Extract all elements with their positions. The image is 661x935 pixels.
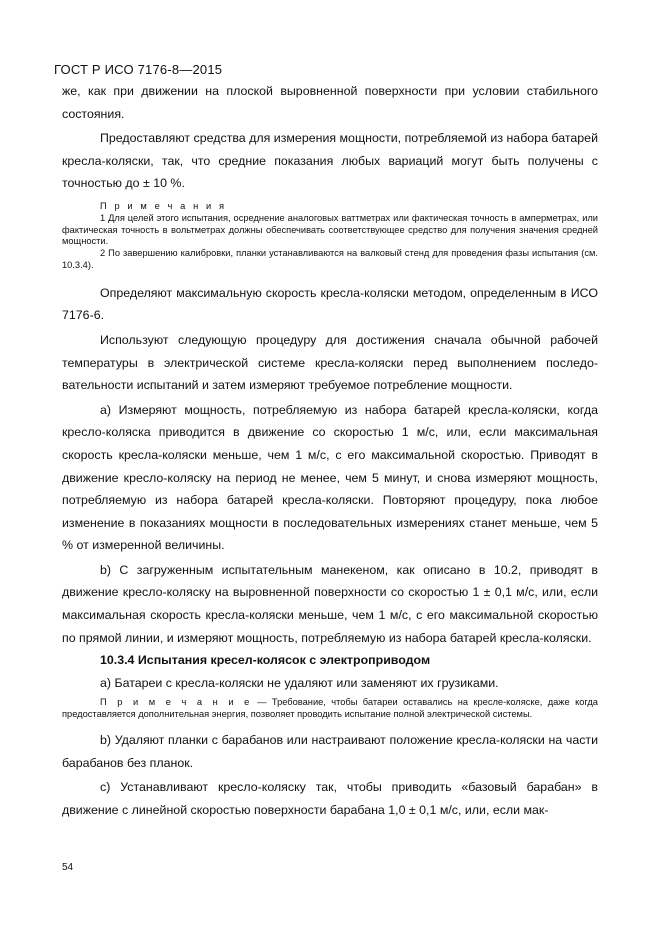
paragraph-power-measurement: Предоставляют средства для измерения мощности, потребляемой из набора батарей кресла-коляски, так, что средние показания любых вариаций могут быть получены с точностью до ± 10 %. <box>62 131 598 191</box>
notes-title: П р и м е ч а н и я <box>100 200 227 211</box>
paragraph-continuation: же, как при движении на плоской выровненной поверхности при условии стабильного состояния. <box>62 84 598 121</box>
list-item-a: а) Измеряют мощность, потребляемую из набора батарей кресла-коляски, когда кресло-коляска приводится в движение со скоростью 1 м/с, или, если максимальная скорость кресла-коляски меньше, чем 1 м/с, с его максимальной скоростью. Приводят в движение кресло-коляску на период не менее, чем 5 минут, и снова измеряют мощность, потребляемую из набора батарей кресла-коляски. Повторяют процедуру, пока любое изменение в показаниях мощности в последовательных измерениях станет меньше, чем 5 % от измеренной величины. <box>62 402 598 553</box>
list-item-c-drum: с) Устанавливают кресло-коляску так, чтобы приводить «базовый барабан» в движение с линейной скоростью поверхности барабана 1,0 ± 0,1 м/с, или, если мак- <box>62 780 598 817</box>
single-note <box>62 697 598 721</box>
list-item-b: b) С загруженным испытательным манекеном, как описано в 10.2, приводят в движение кресло-коляску на выровненной поверхности со скоростью 1 ± 0,1 м/с, или, если максимальная скорость кресла-коляски меньше, чем 1 м/с, с его максимальной скоростью по прямой линии, и измеряют мощность, потребляемую из набора батарей кресла-коляски. <box>62 562 598 645</box>
note-text: — Требование, чтобы батареи оставались на кресле-коляске, даже когда предоставляется дополнительная энергия, позволяет проводить испытание полной электрической системы. <box>62 697 598 720</box>
paragraph-max-speed: Определяют максимальную скорость кресла-коляски методом, определенным в ИСО 7176-6. <box>62 285 598 323</box>
paragraph-procedure: Используют следующую процедуру для достижения сначала обычной рабочей температуры в электрической системе кресла-коляски перед выполнением последовательности испытаний и затем измеряют требуемое потребление мощности. <box>62 332 598 393</box>
section-heading: 10.3.4 Испытания кресел-колясок с электроприводом <box>100 653 431 668</box>
list-item-b-planks: b) Удаляют планки с барабанов или настраивают положение кресла-коляски на части барабанов без планок. <box>62 733 598 770</box>
note-label: П р и м е ч а н и е <box>100 697 252 708</box>
document-header: ГОСТ Р ИСО 7176-8—2015 <box>54 62 223 77</box>
note-2: 2 По завершению калибровки, планки устанавливаются на валковый стенд для проведения фазы испытания (см. 10.3.4). <box>62 248 598 270</box>
notes-block <box>62 201 598 272</box>
page-body <box>62 80 598 821</box>
page-number: 54 <box>62 862 74 873</box>
note-1: 1 Для целей этого испытания, осреднение аналоговых ваттметрах или фактическая точность в амперметрах, или фактическая точность в вольтметрах должны обеспечивать соответствующее средство для получения значения средней мощности. <box>62 212 598 247</box>
list-item-a-batteries: а) Батареи с кресла-коляски не удаляют или заменяют их грузиками. <box>100 675 499 690</box>
